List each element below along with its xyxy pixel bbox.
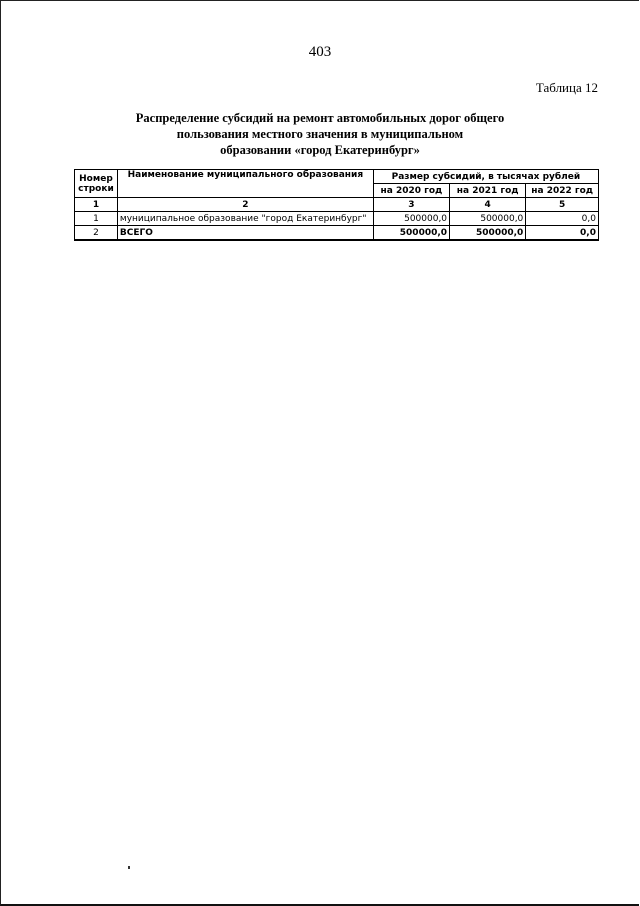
total-row-number-cell: 2 bbox=[75, 226, 118, 241]
year-2020-header: на 2020 год bbox=[373, 184, 449, 198]
subsidy-group-header: Размер субсидий, в тысячах рублей bbox=[373, 170, 598, 184]
total-2021-cell: 500000,0 bbox=[450, 226, 526, 241]
subsidies-table bbox=[74, 169, 599, 241]
document-title bbox=[100, 110, 540, 158]
year-2022-header: на 2022 год bbox=[526, 184, 599, 198]
year-2021-header: на 2021 год bbox=[450, 184, 526, 198]
header-row bbox=[75, 170, 599, 184]
title-line-1: Распределение субсидий на ремонт автомобильных дорог общего bbox=[135, 111, 505, 125]
scan-speck bbox=[128, 866, 130, 869]
municipality-header: Наименование муниципального образования bbox=[117, 170, 373, 198]
value-2022-cell: 0,0 bbox=[526, 212, 599, 226]
total-2022-cell: 0,0 bbox=[526, 226, 599, 241]
row-number-cell: 1 bbox=[75, 212, 118, 226]
column-number: 4 bbox=[450, 198, 526, 212]
column-number-row bbox=[75, 198, 599, 212]
title-line-2: пользования местного значения в муниципальном bbox=[176, 127, 464, 141]
municipality-cell: муниципальное образование "город Екатеринбург" bbox=[117, 212, 373, 226]
total-row bbox=[75, 226, 599, 241]
column-number: 1 bbox=[75, 198, 118, 212]
column-number: 5 bbox=[526, 198, 599, 212]
row-number-header-line-1: Номер bbox=[79, 173, 113, 184]
table-label: Таблица 12 bbox=[535, 80, 598, 95]
column-number: 3 bbox=[373, 198, 449, 212]
total-2020-cell: 500000,0 bbox=[373, 226, 449, 241]
value-2021-cell: 500000,0 bbox=[450, 212, 526, 226]
row-number-header bbox=[75, 170, 118, 198]
total-label-cell: ВСЕГО bbox=[117, 226, 373, 241]
title-line-3: образовании «город Екатеринбург» bbox=[220, 143, 420, 157]
value-2020-cell: 500000,0 bbox=[373, 212, 449, 226]
row-number-header-line-2: строки bbox=[78, 183, 114, 194]
page-number: 403 bbox=[308, 44, 332, 60]
column-number: 2 bbox=[117, 198, 373, 212]
table-row bbox=[75, 212, 599, 226]
